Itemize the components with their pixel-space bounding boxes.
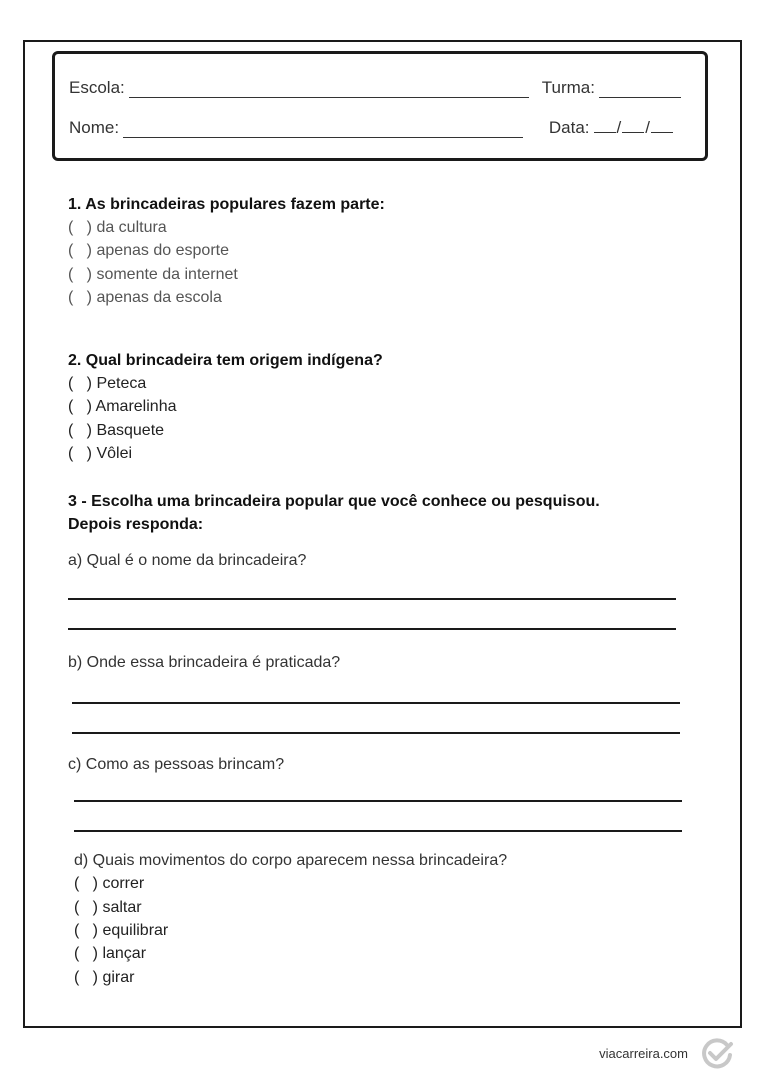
worksheet-content [68, 193, 688, 989]
check-circle-icon [700, 1036, 734, 1070]
question-1 [68, 193, 688, 309]
q2-option[interactable]: ( ) Amarelinha [68, 398, 177, 416]
q3d-option[interactable]: ( ) correr [74, 875, 145, 893]
question-3-subtitle: Depois responda: [68, 516, 204, 534]
school-row [69, 78, 681, 98]
question-2-title: 2. Qual brincadeira tem origem indígena? [68, 352, 383, 370]
question-3-title: 3 - Escolha uma brincadeira popular que você conhece ou pesquisou. [68, 493, 600, 511]
q3d-option[interactable]: ( ) lançar [74, 945, 147, 963]
q1-option[interactable]: ( ) somente da internet [68, 265, 238, 283]
q1-option[interactable]: ( ) apenas da escola [68, 288, 222, 306]
q3d-prompt: d) Quais movimentos do corpo aparecem nessa brincadeira? [74, 852, 508, 870]
header-box [52, 51, 708, 161]
question-1-title: 1. As brincadeiras populares fazem parte: [68, 196, 385, 213]
q1-option[interactable]: ( ) da cultura [68, 219, 167, 236]
date-field[interactable]: / / [594, 116, 673, 138]
class-label: Turma: [541, 78, 595, 97]
q2-option[interactable]: ( ) Basquete [68, 421, 165, 439]
q2-option[interactable]: ( ) Peteca [68, 375, 147, 393]
date-label: Data: [548, 118, 590, 137]
q3c-prompt: c) Como as pessoas brincam? [68, 756, 285, 774]
q3d-option[interactable]: ( ) equilibrar [74, 921, 169, 939]
question-2 [68, 349, 688, 465]
class-field[interactable] [599, 81, 681, 98]
name-row [69, 116, 681, 138]
q3d-option[interactable]: ( ) saltar [74, 898, 142, 916]
question-3 [68, 490, 688, 988]
name-field[interactable] [123, 121, 523, 138]
footer-site: viacarreira.com [599, 1046, 688, 1061]
q3a-prompt: a) Qual é o nome da brincadeira? [68, 552, 307, 570]
school-label: Escola: [69, 78, 125, 97]
name-label: Nome: [69, 118, 120, 137]
q1-option[interactable]: ( ) apenas do esporte [68, 242, 229, 260]
q2-option[interactable]: ( ) Vôlei [68, 445, 133, 463]
q3d-option[interactable]: ( ) girar [74, 968, 135, 986]
q3b-prompt: b) Onde essa brincadeira é praticada? [68, 654, 341, 672]
school-field[interactable] [129, 81, 529, 98]
